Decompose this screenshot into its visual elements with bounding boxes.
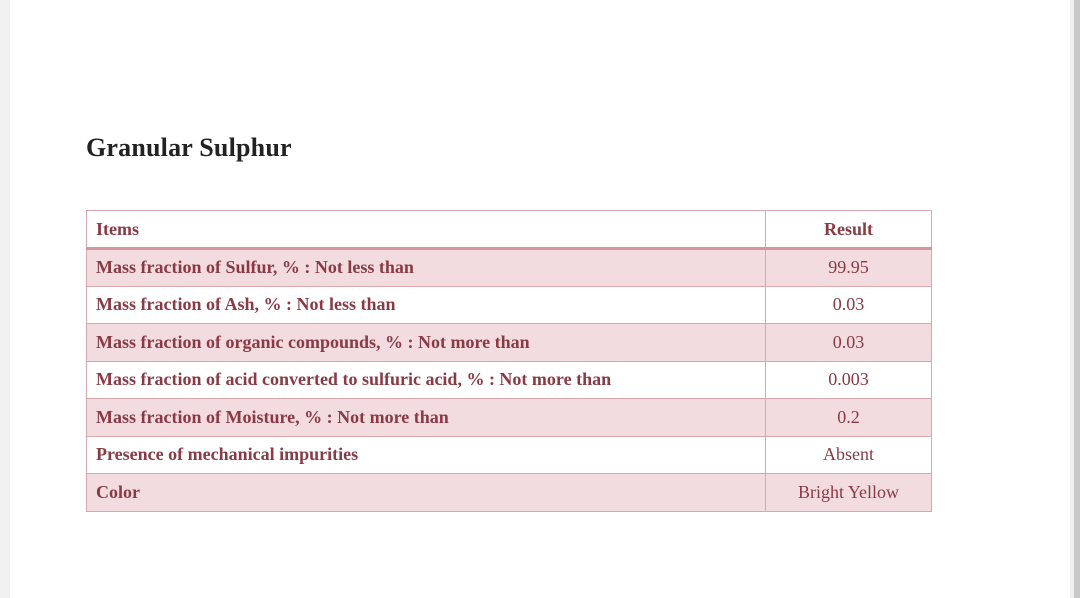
specification-table (86, 210, 932, 512)
table-row (87, 474, 932, 512)
column-header-result: Result (766, 211, 932, 249)
row-result: 0.003 (766, 361, 932, 399)
table-row (87, 436, 932, 474)
row-item: Presence of mechanical impurities (87, 436, 766, 474)
row-item: Mass fraction of Moisture, % : Not more than (87, 399, 766, 437)
row-result: Bright Yellow (766, 474, 932, 512)
table-row (87, 286, 932, 324)
row-result: Absent (766, 436, 932, 474)
table-row (87, 249, 932, 287)
row-item: Mass fraction of organic compounds, % : Not more than (87, 324, 766, 362)
document-page (10, 0, 1070, 598)
row-item: Mass fraction of Ash, % : Not less than (87, 286, 766, 324)
row-result: 0.2 (766, 399, 932, 437)
table-row (87, 324, 932, 362)
row-result: 0.03 (766, 324, 932, 362)
row-item: Mass fraction of acid converted to sulfuric acid, % : Not more than (87, 361, 766, 399)
row-item: Color (87, 474, 766, 512)
row-item: Mass fraction of Sulfur, % : Not less than (87, 249, 766, 287)
window-edge (1074, 0, 1080, 598)
table-row (87, 361, 932, 399)
row-result: 99.95 (766, 249, 932, 287)
table-row (87, 399, 932, 437)
document-title: Granular Sulphur (86, 133, 292, 162)
table-header-row (87, 211, 932, 249)
column-header-items: Items (87, 211, 766, 249)
row-result: 0.03 (766, 286, 932, 324)
